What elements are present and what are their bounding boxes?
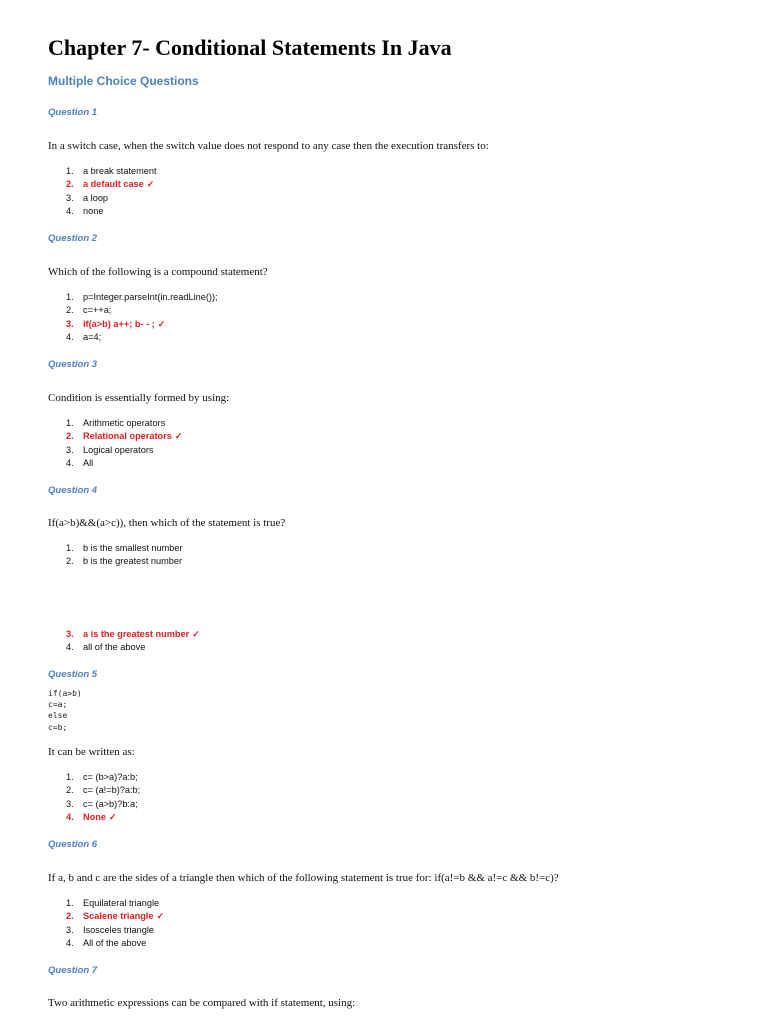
option-text: c= (a>b)?b:a; bbox=[83, 798, 138, 809]
option-number: 1. bbox=[66, 772, 74, 782]
option-text: a loop bbox=[83, 192, 109, 203]
option-number: 3. bbox=[66, 192, 74, 203]
option-number: 1. bbox=[66, 543, 74, 553]
option-text: Logical operators bbox=[83, 444, 154, 455]
option-text: p=Integer.parseInt(in.readLine()); bbox=[83, 292, 218, 302]
option-text: Equilateral triangle bbox=[83, 898, 160, 908]
option-number: 3. bbox=[66, 924, 74, 935]
option-text: b is the smallest number bbox=[83, 543, 183, 553]
question-2-label: Question 2 bbox=[48, 233, 98, 244]
option-number: 2. bbox=[66, 431, 74, 442]
option-text: a is the greatest number bbox=[83, 629, 190, 639]
option-text: c= (b>a)?a:b; bbox=[83, 772, 138, 782]
option-number: 4. bbox=[66, 642, 74, 653]
option-number: 2. bbox=[66, 305, 74, 316]
checkmark-icon: ✓ bbox=[156, 911, 165, 922]
option-number: 2. bbox=[66, 556, 74, 567]
section-heading: Multiple Choice Questions bbox=[48, 74, 199, 88]
question-1-text: In a switch case, when the switch value does not respond to any case then the execution transfers to: bbox=[48, 140, 489, 152]
code-line: c=a; bbox=[48, 700, 68, 710]
question-2-text: Which of the following is a compound statement? bbox=[48, 266, 268, 278]
option-text: All of the above bbox=[83, 938, 147, 949]
question-5-label: Question 5 bbox=[48, 669, 98, 680]
option-text: a default case bbox=[83, 179, 144, 190]
option-text: Scalene triangle bbox=[83, 911, 154, 922]
question-5-text: It can be written as: bbox=[48, 746, 135, 758]
option-number: 4. bbox=[66, 812, 74, 823]
option-number: 3. bbox=[66, 318, 74, 329]
checkmark-icon: ✓ bbox=[146, 179, 155, 190]
option-text: c=++a; bbox=[83, 305, 112, 316]
option-number: 1. bbox=[66, 898, 74, 908]
option-number: 2. bbox=[66, 911, 74, 922]
question-4-label: Question 4 bbox=[48, 485, 98, 496]
option-text: none bbox=[83, 206, 104, 217]
option-text: Relational operators bbox=[83, 431, 172, 442]
question-4-text: If(a>b)&&(a>c)), then which of the statement is true? bbox=[48, 517, 286, 529]
option-number: 4. bbox=[66, 938, 74, 949]
checkmark-icon: ✓ bbox=[192, 629, 200, 639]
question-7-label: Question 7 bbox=[48, 965, 98, 976]
option-text: c= (a!=b)?a:b; bbox=[83, 785, 141, 796]
option-text: Arithmetic operators bbox=[83, 418, 166, 428]
question-1-label: Question 1 bbox=[48, 107, 98, 118]
option-number: 3. bbox=[66, 629, 74, 639]
option-text: a=4; bbox=[83, 332, 102, 343]
option-number: 1. bbox=[66, 418, 74, 428]
option-text: b is the greatest number bbox=[83, 556, 183, 567]
option-number: 3. bbox=[66, 798, 74, 809]
option-number: 4. bbox=[66, 332, 74, 343]
checkmark-icon: ✓ bbox=[157, 318, 166, 329]
option-number: 2. bbox=[66, 179, 74, 190]
question-3-text: Condition is essentially formed by using: bbox=[48, 392, 230, 404]
option-number: 4. bbox=[66, 458, 74, 469]
code-line: c=b; bbox=[48, 722, 68, 732]
option-number: 1. bbox=[66, 166, 74, 176]
code-line: if(a>b) bbox=[48, 689, 82, 698]
option-text: if(a>b) a++; b- - ; bbox=[83, 318, 155, 329]
question-6-text: If a, b and c are the sides of a triangle then which of the following statement is true for: if(a!=b && a!=c && b!=c)? bbox=[48, 872, 559, 884]
question-6-label: Question 6 bbox=[48, 839, 98, 850]
option-text: a break statement bbox=[83, 166, 157, 176]
option-number: 3. bbox=[66, 444, 74, 455]
option-text: all of the above bbox=[83, 642, 146, 653]
question-7-text: Two arithmetic expressions can be compared with if statement, using: bbox=[48, 997, 356, 1009]
option-number: 4. bbox=[66, 206, 74, 217]
checkmark-icon: ✓ bbox=[174, 431, 183, 442]
code-snippet bbox=[48, 688, 82, 733]
option-text: Isosceles triangle bbox=[83, 924, 154, 935]
option-text: None bbox=[83, 812, 106, 823]
page-title: Chapter 7- Conditional Statements In Java bbox=[48, 35, 452, 60]
code-line: else bbox=[48, 711, 68, 721]
checkmark-icon: ✓ bbox=[108, 812, 117, 823]
option-number: 2. bbox=[66, 785, 74, 796]
option-text: All bbox=[83, 458, 94, 469]
question-3-label: Question 3 bbox=[48, 359, 98, 370]
option-number: 1. bbox=[66, 292, 74, 302]
